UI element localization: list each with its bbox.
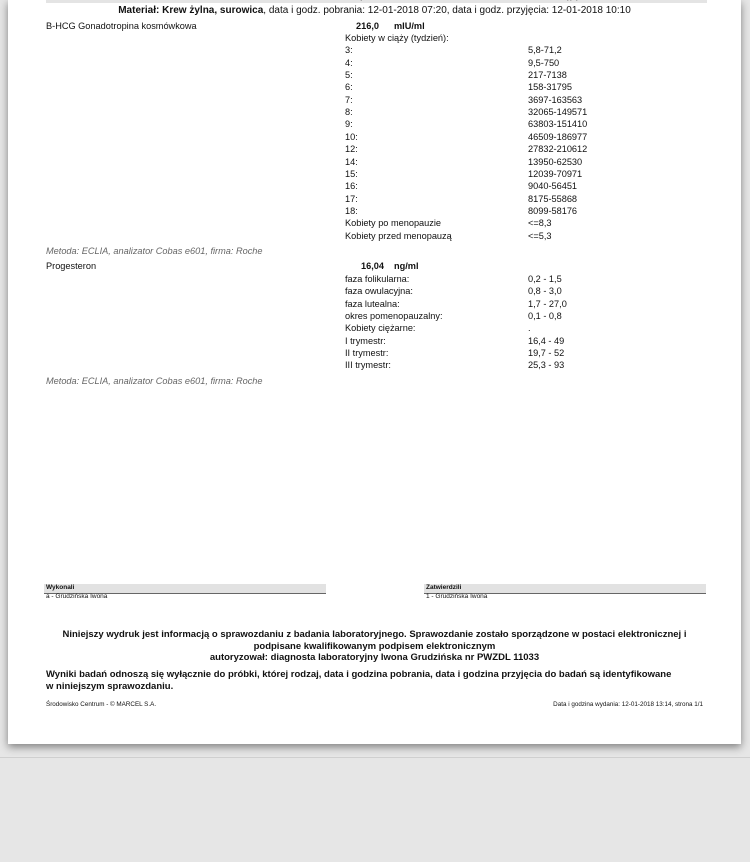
test-name-bhcg: B-HCG Gonadotropina kosmówkowa bbox=[46, 21, 197, 31]
range-value: 12039-70971 bbox=[528, 168, 583, 179]
range-value: 19,7 - 52 bbox=[528, 348, 565, 359]
notice-line: Wyniki badań odnoszą się wyłącznie do próbki, której rodzaj, data i godzina pobrania, data i godzina przyjęcia do badań są identyfikowane bbox=[46, 669, 672, 680]
range-label: 9: bbox=[345, 119, 353, 130]
range-label: 16: bbox=[345, 181, 358, 192]
electronic-report-notice bbox=[38, 629, 711, 664]
material-line bbox=[8, 5, 741, 16]
range-label: faza folikularna: bbox=[345, 274, 410, 284]
material-dates: , data i godz. pobrania: 12-01-2018 07:20, data i godz. przyjęcia: 12-01-2018 10:10 bbox=[263, 5, 631, 16]
test-unit-progesteron: ng/ml bbox=[394, 261, 419, 271]
col-header-test bbox=[52, 0, 100, 1]
method-bhcg: Metoda: ECLIA, analizator Cobas e601, firma: Roche bbox=[46, 246, 263, 256]
range-label: I trymestr: bbox=[345, 335, 386, 346]
range-label: 14: bbox=[345, 156, 358, 167]
performed-by-label: Wykonali bbox=[46, 584, 75, 591]
range-value: 25,3 - 93 bbox=[528, 360, 565, 371]
range-label: 7: bbox=[345, 94, 353, 105]
range-value: 3697-163563 bbox=[528, 94, 583, 105]
range-value: <=8,3 bbox=[528, 218, 552, 229]
range-label: 4: bbox=[345, 57, 353, 68]
test-value-bhcg: 216,0 bbox=[356, 21, 379, 31]
range-label: 17: bbox=[345, 193, 358, 204]
range-label: Kobiety przed menopauzą bbox=[345, 230, 452, 241]
report-page bbox=[8, 0, 741, 744]
range-label: 5: bbox=[345, 70, 353, 81]
material-label: Materiał: Krew żylna, surowica bbox=[118, 5, 264, 16]
range-value: 9040-56451 bbox=[528, 181, 578, 192]
range-label: faza lutealna: bbox=[345, 298, 400, 309]
range-label: 15: bbox=[345, 168, 358, 179]
performed-by-name: a - Grudzińska Iwona bbox=[46, 593, 108, 600]
notice-line: podpisane kwalifikowanym podpisem elektronicznym bbox=[253, 640, 496, 652]
approved-by-name: 1 - Grudzińska Iwona bbox=[426, 593, 488, 600]
range-value: 0,8 - 3,0 bbox=[528, 286, 562, 297]
range-value: 13950-62530 bbox=[528, 156, 583, 167]
range-label: III trymestr: bbox=[345, 360, 391, 371]
viewer-divider bbox=[0, 757, 750, 758]
range-label: Kobiety w ciąży (tydzień): bbox=[345, 33, 449, 43]
range-value: 0,2 - 1,5 bbox=[528, 274, 562, 284]
range-label: 18: bbox=[345, 205, 358, 216]
notice-line: w niniejszym sprawozdaniu. bbox=[46, 680, 174, 692]
range-label: 3: bbox=[345, 45, 353, 56]
range-value: 0,1 - 0,8 bbox=[528, 311, 562, 322]
test-unit-bhcg: mIU/ml bbox=[394, 21, 425, 31]
range-value: 8099-58176 bbox=[528, 205, 578, 216]
notice-line: autoryzował: diagnosta laboratoryjny Iwona Grudzińska nr PWZDL 11033 bbox=[209, 652, 540, 663]
range-value: 1,7 - 27,0 bbox=[528, 298, 567, 309]
range-value: . bbox=[528, 323, 531, 334]
range-label: okres pomenopauzalny: bbox=[345, 311, 443, 322]
footer-issue-date: Data i godzina wydania: 12-01-2018 13:14, strona 1/1 bbox=[553, 701, 703, 708]
test-value-progesteron: 16,04 bbox=[361, 261, 384, 271]
col-header-result bbox=[354, 0, 400, 1]
test-name-progesteron: Progesteron bbox=[46, 261, 97, 271]
range-value: 46509-186977 bbox=[528, 131, 588, 142]
range-value: 16,4 - 49 bbox=[528, 335, 565, 346]
range-value: 63803-151410 bbox=[528, 119, 588, 130]
range-value: 32065-149571 bbox=[528, 107, 588, 118]
range-label: II trymestr: bbox=[345, 348, 389, 359]
footer-software: Środowisko Centrum - © MARCEL S.A. bbox=[46, 701, 157, 708]
range-value: 217-7138 bbox=[528, 70, 567, 81]
range-label: Kobiety ciężarne: bbox=[345, 323, 416, 334]
notice-line: Niniejszy wydruk jest informacją o sprawozdaniu z badania laboratoryjnego. Sprawozdanie zostało sporządzone w postaci elektronicznej i bbox=[62, 629, 687, 640]
col-header-range bbox=[518, 0, 579, 1]
range-label: 8: bbox=[345, 107, 353, 118]
range-label: 6: bbox=[345, 82, 353, 93]
approved-by-label: Zatwierdzili bbox=[426, 584, 462, 591]
range-label: faza owulacyjna: bbox=[345, 286, 413, 297]
range-label: Kobiety po menopauzie bbox=[345, 218, 442, 229]
range-value: <=5,3 bbox=[528, 230, 552, 241]
range-value: 9,5-750 bbox=[528, 57, 560, 68]
sample-notice bbox=[46, 669, 706, 692]
range-value: 27832-210612 bbox=[528, 144, 588, 155]
method-progesteron: Metoda: ECLIA, analizator Cobas e601, firma: Roche bbox=[46, 376, 263, 386]
range-value: 8175-55868 bbox=[528, 193, 578, 204]
range-label: 12: bbox=[345, 144, 358, 155]
range-label: 10: bbox=[345, 131, 358, 142]
range-value: 5,8-71,2 bbox=[528, 45, 562, 56]
table-header bbox=[46, 0, 707, 3]
range-value: 158-31795 bbox=[528, 82, 572, 93]
